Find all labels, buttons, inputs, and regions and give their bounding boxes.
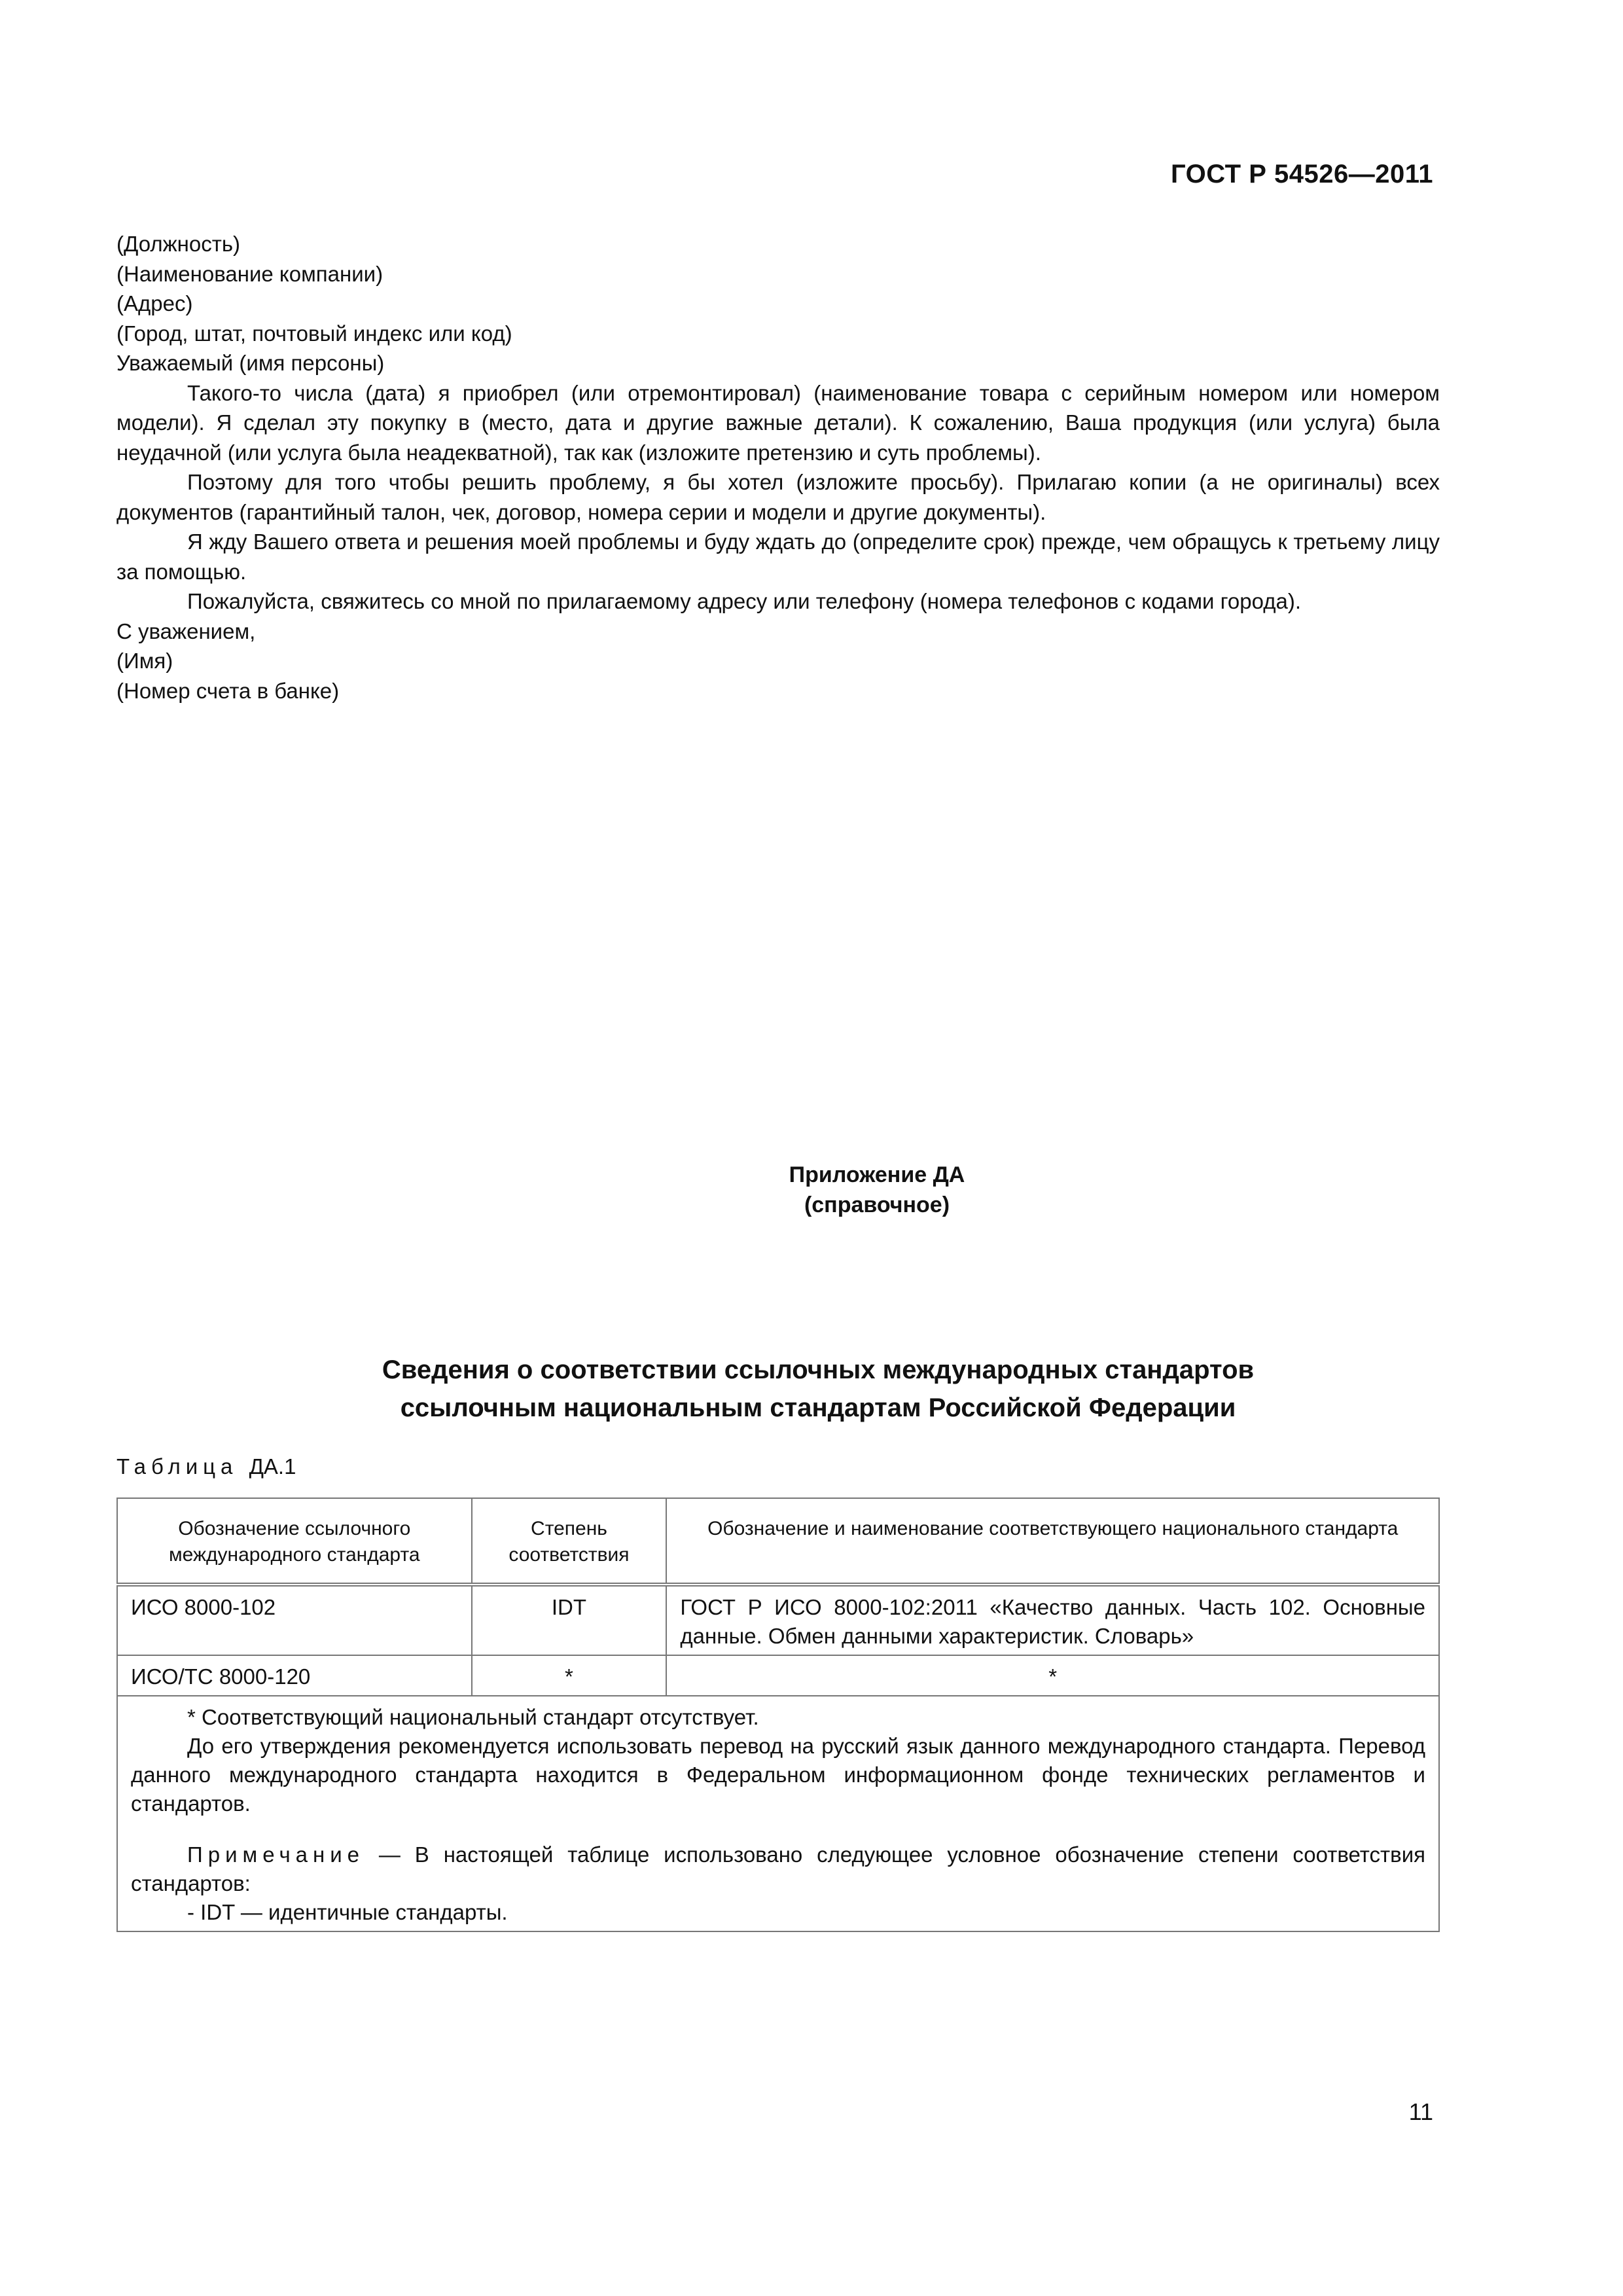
letter-signature-name: (Имя) (116, 649, 173, 673)
letter-paragraph: Пожалуйста, свяжитесь со мной по прилагаемому адресу или телефону (номера телефонов с кодами города). (187, 589, 1302, 613)
letter-line-position: (Должность) (116, 232, 241, 256)
table-caption (116, 1454, 296, 1479)
footnote-line-1: * Соответствующий национальный стандарт отсутствует. (187, 1705, 759, 1729)
cell-national-standard: ГОСТ Р ИСО 8000-102:2011 «Качество данных. Часть 102. Основные данные. Обмен данными характеристик. Словарь» (666, 1585, 1439, 1655)
table-notes (117, 1696, 1439, 1931)
letter-bank-account: (Номер счета в банке) (116, 678, 340, 703)
table-notes-row (117, 1696, 1439, 1931)
table-row (117, 1655, 1439, 1696)
cell-national-standard: * (666, 1655, 1439, 1696)
letter-line-company: (Наименование компании) (116, 261, 383, 286)
section-title-line-2: ссылочным национальным стандартам Российской Федерации (400, 1393, 1236, 1422)
letter-line-salutation: Уважаемый (имя персоны) (116, 351, 385, 375)
letter-paragraph: Я жду Вашего ответа и решения моей проблемы и буду ждать до (определите срок) прежде, чем обращусь к третьему лицу за помощью. (116, 529, 1440, 584)
note-text: — В настоящей таблице использовано следующее условное обозначение степени соответствия стандартов: (131, 1842, 1425, 1895)
header-national-standard: Обозначение и наименование соответствующего национального стандарта (666, 1498, 1439, 1585)
footnote-line-2: До его утверждения рекомендуется использовать перевод на русский язык данного международного стандарта. Перевод данного международного стандарта находится в Федеральном информационном фонде технических регламентов и стандартов. (131, 1734, 1425, 1816)
table-caption-word: Таблица (116, 1454, 238, 1479)
table-header-row (117, 1498, 1439, 1585)
note-list-item: - IDT — идентичные стандарты. (187, 1900, 508, 1924)
cell-international-standard: ИСО 8000-102 (117, 1585, 472, 1655)
standards-correspondence-table (116, 1498, 1440, 1932)
letter-template (116, 229, 1440, 706)
appendix-kind: (справочное) (804, 1193, 950, 1217)
letter-closing: С уважением, (116, 619, 256, 643)
note-paragraph (131, 1840, 1425, 1898)
letter-line-address: (Адрес) (116, 291, 193, 315)
header-international-standard: Обозначение ссылочного международного стандарта (117, 1498, 472, 1585)
document-code-header: ГОСТ Р 54526—2011 (1171, 160, 1433, 188)
header-degree-of-correspondence: Степень соответствия (472, 1498, 667, 1585)
note-label: Примечание (187, 1842, 365, 1867)
table-row (117, 1585, 1439, 1655)
section-title-line-1: Сведения о соответствии ссылочных международных стандартов (382, 1355, 1255, 1384)
table-caption-number: ДА.1 (249, 1454, 296, 1479)
cell-degree: * (472, 1655, 667, 1696)
appendix-title: Приложение ДА (789, 1162, 965, 1187)
cell-degree: IDT (472, 1585, 667, 1655)
letter-paragraph: Такого-то числа (дата) я приобрел (или отремонтировал) (наименование товара с серийным номером или номером модели). Я сделал эту покупку в (место, дата и другие важные детали). К сожалению, Ваша продукция (или услуга) была неудачной (или услуга была неадекватной), так как (изложите претензию и суть проблемы). (116, 380, 1440, 465)
letter-paragraph: Поэтому для того чтобы решить проблему, я бы хотел (изложите просьбу). Прилагаю копии (а не оригиналы) всех документов (гарантийный талон, чек, договор, номера серии и модели и другие документы). (116, 470, 1440, 524)
cell-international-standard: ИСО/ТС 8000-120 (117, 1655, 472, 1696)
letter-line-city: (Город, штат, почтовый индекс или код) (116, 321, 512, 346)
page-number: 11 (1408, 2098, 1433, 2125)
